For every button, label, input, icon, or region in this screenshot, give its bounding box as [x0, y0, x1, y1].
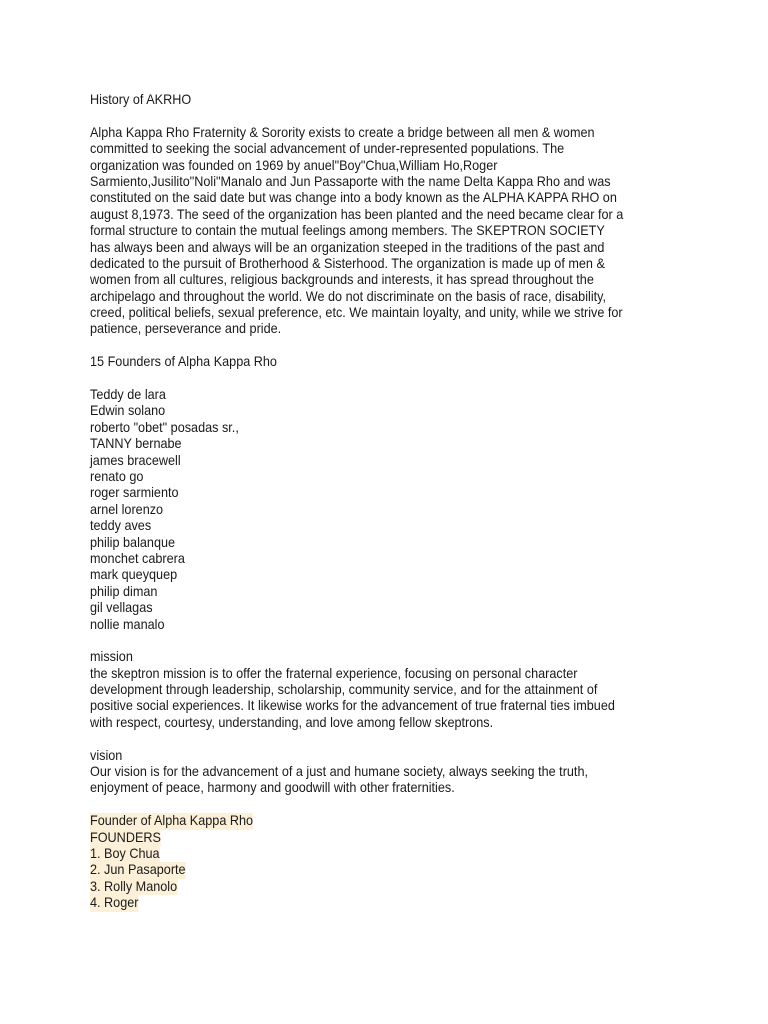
intro-line: has always been and always will be an organization steeped in the traditions of the past and — [90, 239, 605, 255]
founder-item: philip diman — [90, 583, 158, 599]
founder-item: roger sarmiento — [90, 485, 179, 501]
intro-line: women from all cultures, religious backgrounds and interests, it has spread throughout the — [90, 272, 594, 288]
founder-item: james bracewell — [90, 452, 181, 468]
intro-line: formal structure to contain the mutual feelings among members. The SKEPTRON SOCIETY — [90, 223, 605, 239]
highlighted-founders-section — [90, 813, 690, 911]
mission-paragraph — [90, 666, 690, 732]
spacer — [90, 797, 690, 813]
highlighted-founder-item: 2. Jun Pasaporte — [90, 862, 186, 878]
founder-item: renato go — [90, 468, 144, 484]
spacer — [90, 108, 690, 124]
founder-item: philip balanque — [90, 534, 176, 550]
founder-item: Edwin solano — [90, 403, 166, 419]
intro-line: Alpha Kappa Rho Fraternity & Sorority exists to create a bridge between all men & women — [90, 124, 595, 140]
founder-item: TANNY bernabe — [90, 436, 182, 452]
highlight-row — [90, 862, 690, 878]
intro-line: archipelago and throughout the world. We do not discriminate on the basis of race, disability, — [90, 288, 607, 304]
highlight-row — [90, 879, 690, 895]
vision-heading: vision — [90, 747, 123, 763]
highlight-row — [90, 830, 690, 846]
mission-line: positive social experiences. It likewise works for the advancement of true fraternal ties imbued — [90, 698, 615, 714]
spacer — [90, 338, 690, 354]
intro-line: organization was founded on 1969 by anuel"Boy"Chua,William Ho,Roger — [90, 157, 498, 173]
highlight-row — [90, 846, 690, 862]
founder-item: monchet cabrera — [90, 550, 185, 566]
founder-item: gil vellagas — [90, 600, 153, 616]
document-page — [90, 92, 690, 912]
highlight-row — [90, 813, 690, 829]
intro-line: Sarmiento,Jusilito"Noli"Manalo and Jun Passaporte with the name Delta Kappa Rho and was — [90, 173, 611, 189]
founder-item: teddy aves — [90, 518, 152, 534]
founder-item: mark queyquep — [90, 567, 178, 583]
intro-line: dedicated to the pursuit of Brotherhood & Sisterhood. The organization is made up of men & — [90, 255, 605, 271]
mission-line: with respect, courtesy, understanding, and love among fellow skeptrons. — [90, 714, 494, 730]
intro-line: constituted on the said date but was change into a body known as the ALPHA KAPPA RHO on — [90, 190, 617, 206]
highlighted-subheading: FOUNDERS — [90, 829, 161, 845]
highlighted-founder-item: 4. Roger — [90, 895, 139, 911]
document-title: History of AKRHO — [90, 92, 192, 107]
founder-item: Teddy de lara — [90, 387, 166, 403]
highlighted-founder-item: 3. Rolly Manolo — [90, 878, 178, 894]
intro-line: patience, perseverance and pride. — [90, 321, 282, 337]
founder-item: arnel lorenzo — [90, 501, 164, 517]
founders-list — [90, 387, 690, 633]
vision-line: Our vision is for the advancement of a just and humane society, always seeking the truth, — [90, 764, 589, 780]
highlight-row — [90, 895, 690, 911]
founder-item: roberto "obet" posadas sr., — [90, 419, 239, 435]
intro-line: creed, political beliefs, sexual preference, etc. We maintain loyalty, and unity, while we strive for — [90, 305, 623, 321]
vision-paragraph — [90, 764, 690, 797]
highlighted-heading: Founder of Alpha Kappa Rho — [90, 813, 254, 829]
spacer — [90, 371, 690, 387]
spacer — [90, 633, 690, 649]
highlighted-founder-item: 1. Boy Chua — [90, 845, 160, 861]
intro-line: committed to seeking the social advancement of under-represented populations. The — [90, 141, 565, 157]
spacer — [90, 731, 690, 747]
mission-line: the skeptron mission is to offer the fraternal experience, focusing on personal character — [90, 665, 578, 681]
mission-line: development through leadership, scholarship, community service, and for the attainment of — [90, 682, 598, 698]
founders-heading: 15 Founders of Alpha Kappa Rho — [90, 354, 277, 370]
intro-line: august 8,1973. The seed of the organization has been planted and the need became clear for a — [90, 206, 624, 222]
vision-line: enjoyment of peace, harmony and goodwill with other fraternities. — [90, 780, 455, 796]
intro-paragraph — [90, 125, 690, 338]
mission-heading: mission — [90, 649, 133, 665]
founder-item: nollie manalo — [90, 616, 165, 632]
